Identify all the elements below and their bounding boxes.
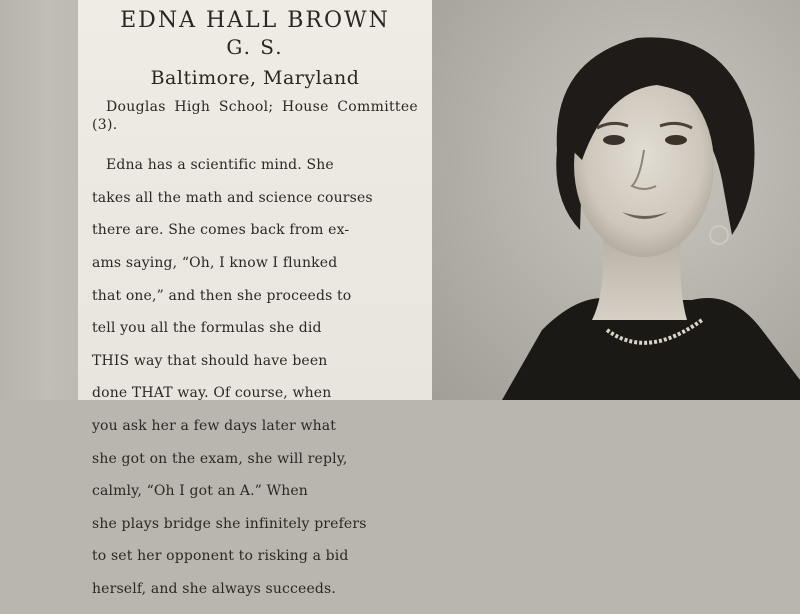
portrait-photo bbox=[432, 0, 800, 400]
degree: G. S. bbox=[226, 35, 284, 59]
bio-line: ams saying, “Oh, I know I flunked bbox=[92, 255, 338, 272]
left-backdrop bbox=[0, 0, 78, 400]
bio-line: there are. She comes back from ex- bbox=[92, 222, 350, 239]
hometown: Baltimore, Maryland bbox=[150, 67, 360, 89]
bio-line: takes all the math and science courses bbox=[92, 189, 373, 206]
student-name: EDNA HALL BROWN bbox=[120, 8, 390, 33]
activities: Douglas High School; House Committee (3). bbox=[92, 99, 418, 133]
portrait-illustration bbox=[432, 0, 800, 400]
bio-line: that one,” and then she proceeds to bbox=[92, 287, 352, 304]
bio-line: she plays bridge she infinitely prefers bbox=[92, 515, 367, 532]
bio-line: she got on the exam, she will reply, bbox=[92, 450, 348, 467]
bio-line: done THAT way. Of course, when bbox=[92, 385, 332, 402]
bio-paragraph bbox=[92, 141, 418, 614]
bio-line: tell you all the formulas she did bbox=[92, 320, 322, 337]
bio-line: herself, and she always succeeds. bbox=[92, 581, 336, 598]
bio-line: calmly, “Oh I got an A.” When bbox=[92, 483, 308, 500]
earring bbox=[710, 226, 728, 244]
yearbook-page bbox=[78, 0, 432, 598]
bio-line: you ask her a few days later what bbox=[92, 418, 337, 435]
bio-line: to set her opponent to risking a bid bbox=[92, 548, 349, 565]
bio-line: Edna has a scientific mind. She bbox=[106, 157, 334, 174]
bio-line: THIS way that should have been bbox=[92, 352, 328, 369]
